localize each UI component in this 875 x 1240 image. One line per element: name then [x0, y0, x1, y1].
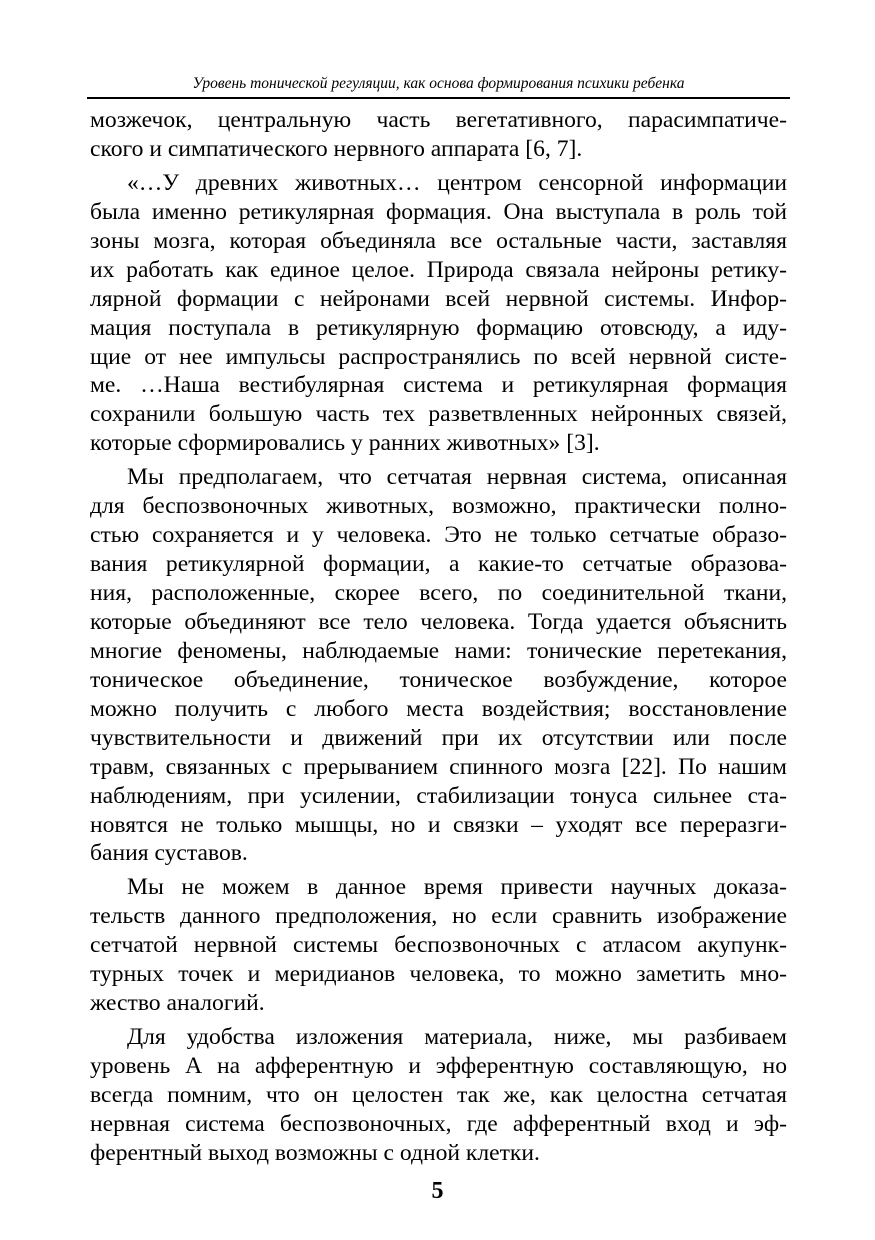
text-line: тоническое объединение, тоническое возбуждение, которое	[90, 666, 787, 693]
text-line: ме. …Наша вестибулярная система и ретикулярная формация	[90, 372, 787, 399]
text-line: вания ретикулярной формации, а какие-то сетчатые образова-	[90, 551, 787, 578]
text-line: новятся не только мышцы, но и связки – уходят все переразги-	[90, 811, 787, 838]
text-line: лярной формации с нейронами всей нервной системы. Инфор-	[90, 285, 787, 312]
paragraph	[90, 106, 787, 164]
body-text	[90, 106, 787, 1168]
text-line: была именно ретикулярная формация. Она выступала в роль той	[90, 198, 787, 225]
text-line: для беспозвоночных животных, возможно, практически полно-	[90, 493, 787, 520]
text-line: сохранили большую часть тех разветвленных нейронных связей,	[90, 401, 787, 428]
running-header: Уровень тонической регуляции, как основа формирования психики ребенка	[192, 75, 685, 92]
page-number: 5	[431, 1178, 444, 1204]
text-line: сетчатой нервной системы беспозвоночных с атласом акупунк-	[90, 932, 787, 959]
text-line: всегда помним, что он целостен так же, как целостна сетчатая	[90, 1081, 787, 1108]
paragraph	[90, 1023, 787, 1168]
text-line: травм, связанных с прерыванием спинного мозга [22]. По нашим	[90, 753, 787, 780]
text-line: бания суставов.	[90, 840, 248, 867]
text-line: «…У древних животных… центром сенсорной информации	[127, 169, 787, 196]
paragraph	[90, 873, 787, 1018]
text-line: уровень А на афферентную и эфферентную составляющую, но	[90, 1053, 787, 1079]
text-line: тельств данного предположения, но если сравнить изображение	[90, 903, 787, 930]
text-line: Мы предполагаем, что сетчатая нервная система, описанная	[127, 464, 787, 491]
paragraph	[90, 463, 787, 868]
text-line: щие от нее импульсы распространялись по всей нервной систе-	[90, 343, 787, 370]
text-line: которые объединяют все тело человека. Тогда удается объяснить	[90, 608, 787, 635]
text-line: наблюдениям, при усилении, стабилизации тонуса сильнее ста-	[90, 782, 787, 809]
text-line: ния, расположенные, скорее всего, по соединительной ткани,	[90, 580, 787, 606]
text-line: жество аналогий.	[90, 990, 265, 1017]
text-line: зоны мозга, которая объединяла все остальные части, заставляя	[90, 227, 787, 254]
text-line: Мы не можем в данное время привести научных доказа-	[127, 874, 787, 901]
text-line: стью сохраняется и у человека. Это не только сетчатые образо-	[90, 522, 787, 549]
text-line: мозжечок, центральную часть вегетативного, парасимпатиче-	[90, 107, 787, 133]
text-line: ского и симпатического нервного аппарата [6, 7].	[90, 135, 583, 162]
header-rule	[87, 97, 790, 99]
text-line: турных точек и меридианов человека, то можно заметить мно-	[90, 961, 787, 988]
text-line: нервная система беспозвоночных, где афферентный вход и эф-	[90, 1110, 787, 1137]
text-line: ферентный выход возможны с одной клетки.	[90, 1139, 540, 1166]
text-line: которые сформировались у ранних животных» [3].	[90, 430, 600, 457]
text-line: мация поступала в ретикулярную формацию отовсюду, а иду-	[90, 314, 787, 341]
text-line: можно получить с любого места воздействия; восстановление	[90, 695, 787, 722]
text-line: их работать как единое целое. Природа связала нейроны ретику-	[90, 256, 787, 283]
paragraph	[90, 169, 787, 458]
text-line: многие феномены, наблюдаемые нами: тонические перетекания,	[90, 637, 787, 664]
text-line: Для удобства изложения материала, ниже, мы разбиваем	[127, 1024, 787, 1051]
text-line: чувствительности и движений при их отсутствии или после	[90, 724, 787, 751]
